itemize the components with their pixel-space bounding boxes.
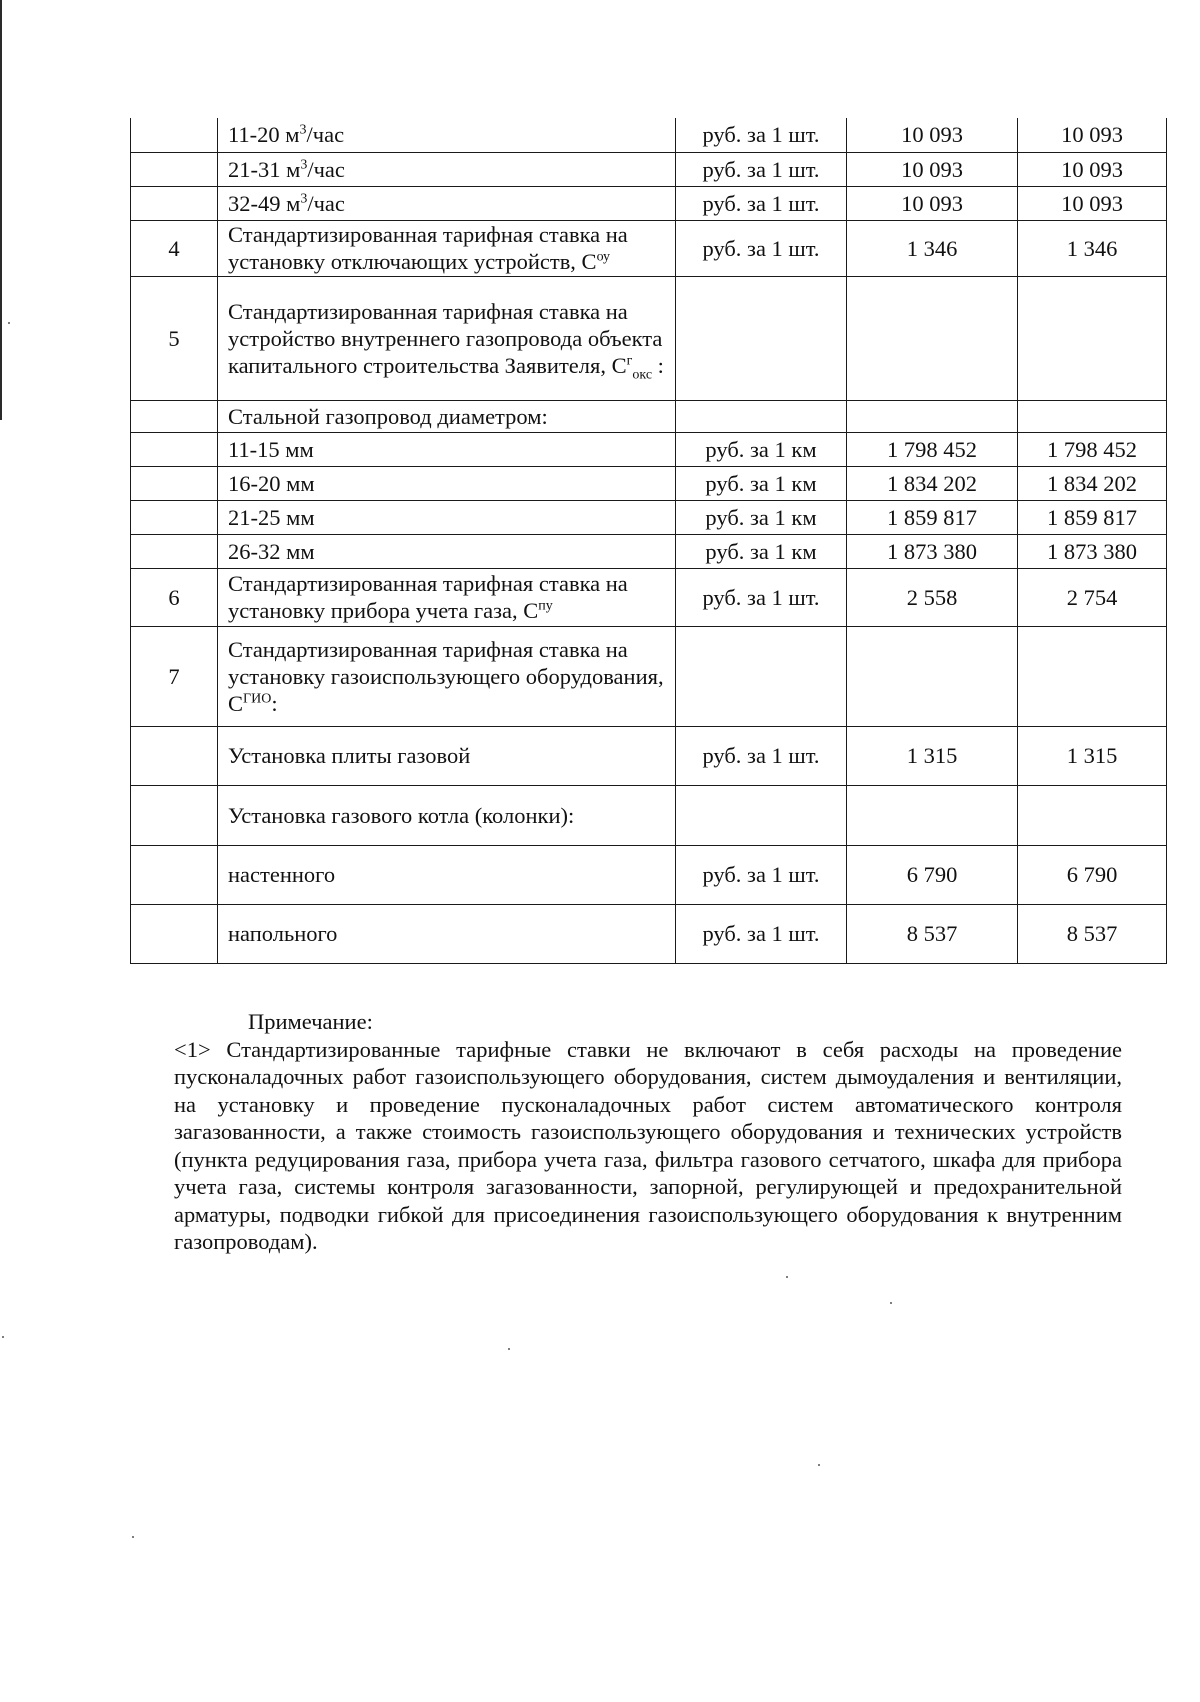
row-number: 4 — [131, 220, 218, 276]
table-row — [131, 186, 1167, 220]
row-number — [131, 186, 218, 220]
scan-speck — [2, 1336, 4, 1338]
row-unit: руб. за 1 шт. — [676, 904, 847, 963]
row-value-2: 6 790 — [1018, 845, 1167, 904]
row-number — [131, 785, 218, 845]
row-value-2 — [1018, 626, 1167, 726]
row-unit — [676, 626, 847, 726]
row-name: 26-32 мм — [218, 534, 676, 568]
row-value-1 — [847, 626, 1018, 726]
row-value-2: 1 873 380 — [1018, 534, 1167, 568]
scan-speck — [890, 1302, 892, 1304]
table-row — [131, 904, 1167, 963]
table-row — [131, 152, 1167, 186]
row-value-2: 10 093 — [1018, 186, 1167, 220]
table-row — [131, 785, 1167, 845]
scan-speck — [818, 1464, 820, 1466]
row-value-2 — [1018, 785, 1167, 845]
table-row — [131, 118, 1167, 152]
row-unit: руб. за 1 шт. — [676, 568, 847, 626]
table-row — [131, 534, 1167, 568]
scan-edge — [0, 0, 2, 420]
table-row — [131, 500, 1167, 534]
row-number: 5 — [131, 276, 218, 400]
row-number — [131, 466, 218, 500]
row-unit: руб. за 1 км — [676, 466, 847, 500]
row-value-1: 1 834 202 — [847, 466, 1018, 500]
table-row — [131, 845, 1167, 904]
row-value-2 — [1018, 400, 1167, 432]
footnote — [174, 1008, 1122, 1256]
row-value-1: 1 859 817 — [847, 500, 1018, 534]
row-value-2: 1 315 — [1018, 726, 1167, 785]
row-name: Стандартизированная тарифная ставка на установку газоиспользующего оборудования, $С^{ГИО}$: — [218, 626, 676, 726]
scan-speck — [786, 1276, 788, 1278]
row-value-1: 1 798 452 — [847, 432, 1018, 466]
row-unit — [676, 400, 847, 432]
tariff-table — [130, 118, 1167, 964]
note-text: <1> Стандартизированные тарифные ставки не включают в себя расходы на проведение пусконаладочных работ газоиспользующего оборудования, систем дымоудаления и вентиляции, на установку и проведение пусконаладочных работ систем автоматического контроля загазованности, а также стоимость газоиспользующего оборудования и технических устройств (пункта редуцирования газа, прибора учета газа, фильтра газового сетчатого, шкафа для прибора учета газа, системы контроля загазованности, запорной, регулирующей и предохранительной арматуры, подводки гибкой для присоединения газоиспользующего оборудования к внутренним газопроводам). — [174, 1036, 1122, 1254]
scan-speck — [132, 1536, 134, 1538]
table-row — [131, 626, 1167, 726]
note-title: Примечание: — [248, 1009, 373, 1034]
row-value-1 — [847, 276, 1018, 400]
row-name: Стандартизированная тарифная ставка на устройство внутреннего газопровода объекта капитального строительства Заявителя, $С^г_{окс}$ : — [218, 276, 676, 400]
table-row — [131, 726, 1167, 785]
row-name: напольного — [218, 904, 676, 963]
row-value-1: 8 537 — [847, 904, 1018, 963]
row-unit: руб. за 1 шт. — [676, 726, 847, 785]
row-unit: руб. за 1 шт. — [676, 845, 847, 904]
row-value-2: 1 346 — [1018, 220, 1167, 276]
row-value-1: 1 315 — [847, 726, 1018, 785]
row-unit: руб. за 1 км — [676, 432, 847, 466]
row-unit: руб. за 1 км — [676, 534, 847, 568]
row-number — [131, 400, 218, 432]
row-value-2: 1 798 452 — [1018, 432, 1167, 466]
row-number — [131, 500, 218, 534]
row-value-2: 2 754 — [1018, 568, 1167, 626]
row-name: Установка газового котла (колонки): — [218, 785, 676, 845]
row-name: Стандартизированная тарифная ставка на установку прибора учета газа, $С^{пу}$ — [218, 568, 676, 626]
row-unit: руб. за 1 шт. — [676, 118, 847, 152]
row-unit: руб. за 1 км — [676, 500, 847, 534]
row-value-1: 10 093 — [847, 152, 1018, 186]
row-value-1: 10 093 — [847, 118, 1018, 152]
row-number — [131, 152, 218, 186]
row-name: Стандартизированная тарифная ставка на установку отключающих устройств, $С^{оу}$ — [218, 220, 676, 276]
table-row — [131, 466, 1167, 500]
row-number: 7 — [131, 626, 218, 726]
row-value-1: 10 093 — [847, 186, 1018, 220]
row-value-2: 8 537 — [1018, 904, 1167, 963]
row-number — [131, 845, 218, 904]
row-name: Установка плиты газовой — [218, 726, 676, 785]
row-value-1: 6 790 — [847, 845, 1018, 904]
row-unit: руб. за 1 шт. — [676, 186, 847, 220]
row-value-1 — [847, 785, 1018, 845]
row-number: 6 — [131, 568, 218, 626]
row-number — [131, 432, 218, 466]
row-unit — [676, 276, 847, 400]
table-row — [131, 220, 1167, 276]
row-value-1: 1 873 380 — [847, 534, 1018, 568]
row-value-2 — [1018, 276, 1167, 400]
row-name: Стальной газопровод диаметром: — [218, 400, 676, 432]
row-value-1: 2 558 — [847, 568, 1018, 626]
row-unit — [676, 785, 847, 845]
table-row — [131, 400, 1167, 432]
row-name: 11-15 мм — [218, 432, 676, 466]
row-value-2: 10 093 — [1018, 118, 1167, 152]
row-unit: руб. за 1 шт. — [676, 220, 847, 276]
row-name: 21-25 мм — [218, 500, 676, 534]
row-name: 11-20 $м^3$/час — [218, 118, 676, 152]
row-value-2: 10 093 — [1018, 152, 1167, 186]
scan-speck — [8, 322, 10, 324]
row-number — [131, 726, 218, 785]
row-value-2: 1 834 202 — [1018, 466, 1167, 500]
table-row — [131, 432, 1167, 466]
row-number — [131, 118, 218, 152]
row-number — [131, 534, 218, 568]
row-unit: руб. за 1 шт. — [676, 152, 847, 186]
row-value-1 — [847, 400, 1018, 432]
table-row — [131, 568, 1167, 626]
row-value-2: 1 859 817 — [1018, 500, 1167, 534]
row-number — [131, 904, 218, 963]
row-name: 32-49 $м^3$/час — [218, 186, 676, 220]
row-name: 21-31 $м^3$/час — [218, 152, 676, 186]
scan-speck — [508, 1348, 510, 1350]
row-name: 16-20 мм — [218, 466, 676, 500]
row-value-1: 1 346 — [847, 220, 1018, 276]
table-row — [131, 276, 1167, 400]
row-name: настенного — [218, 845, 676, 904]
